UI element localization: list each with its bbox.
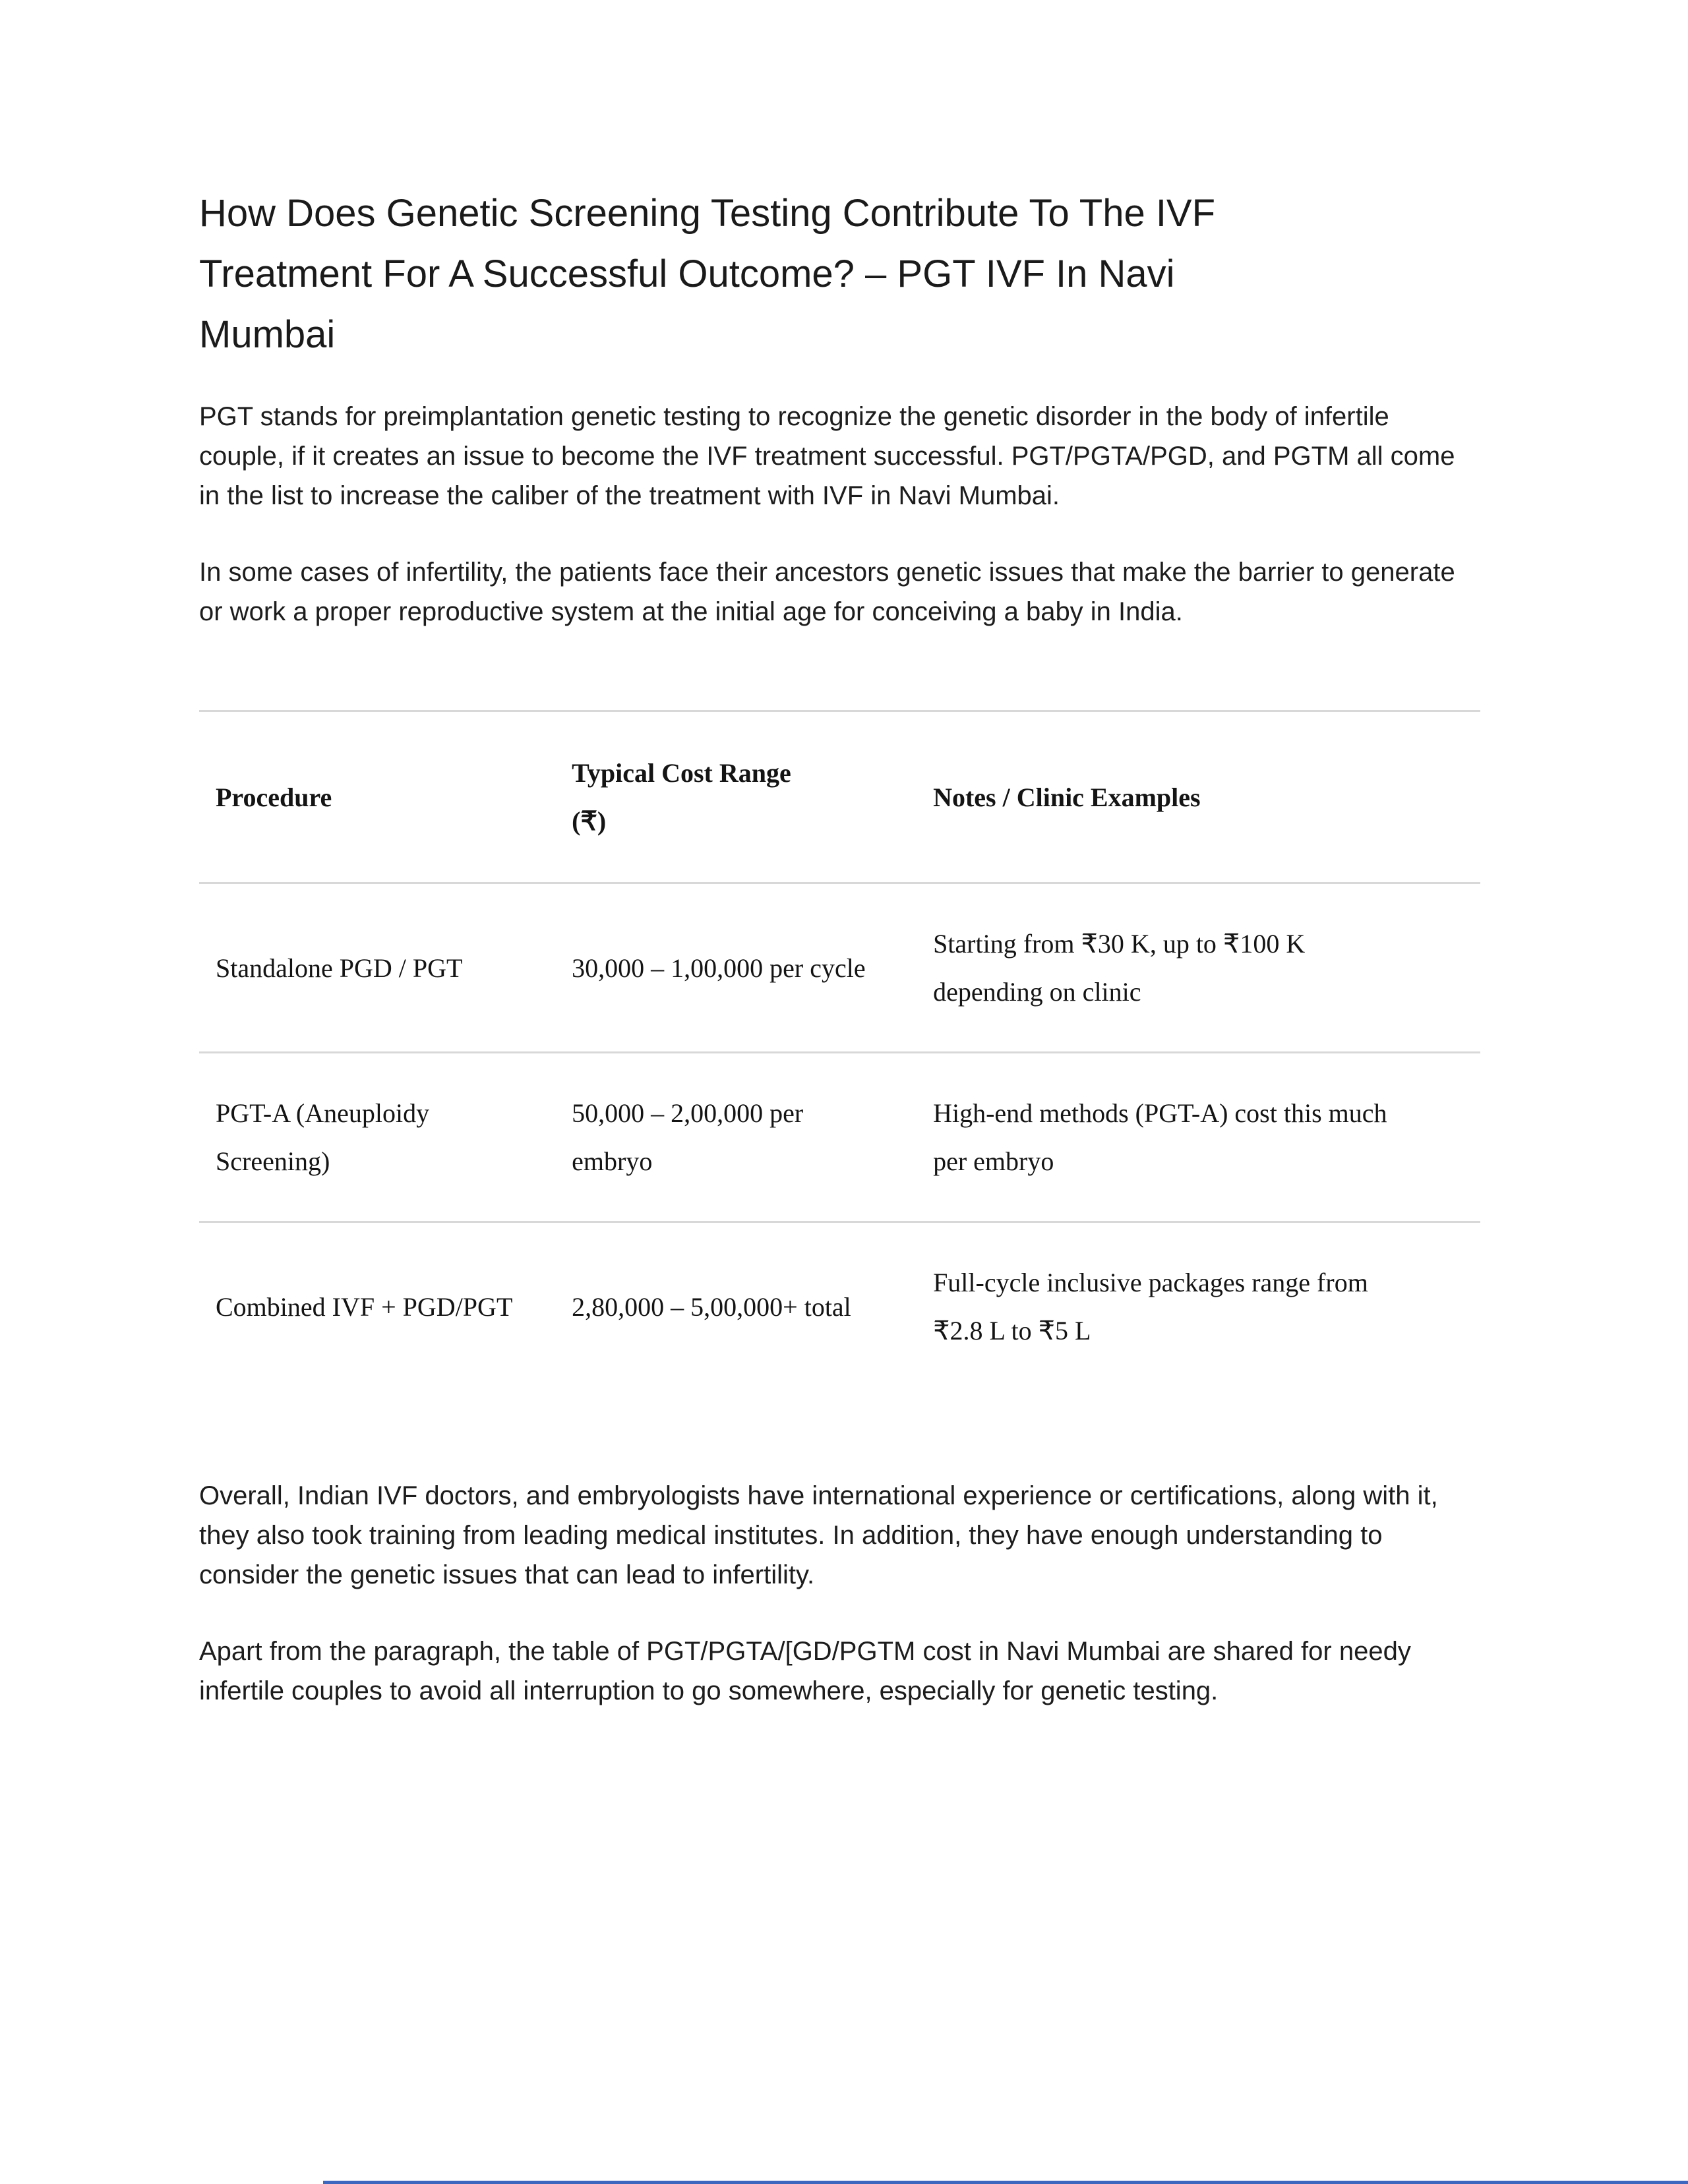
table-row: [199, 1222, 1480, 1391]
page-title: [199, 183, 1480, 365]
bottom-edge-line: [323, 2181, 1688, 2184]
paragraph-infertility-cases: In some cases of infertility, the patients face their ancestors genetic issues that make the barrier to generate or work a proper reproductive system at the initial age for conceiving a baby in India.: [199, 558, 1455, 626]
column-header-cost-range: [555, 711, 917, 883]
paragraph-cost-table-note: Apart from the paragraph, the table of PGT/PGTA/[GD/PGTM cost in Navi Mumbai are shared for needy infertile couples to avoid all interruption to go somewhere, especially for genetic testing.: [199, 1637, 1411, 1705]
cell-cost-range: 30,000 – 1,00,000 per cycle: [572, 953, 866, 983]
page-title-line-3: Mumbai: [199, 313, 336, 356]
paragraph-doctors-experience: Overall, Indian IVF doctors, and embryologists have international experience or certifications, along with it, they also took training from leading medical institutes. In addition, they have enough understanding to consider the genetic issues that can lead to infertility.: [199, 1481, 1438, 1589]
document-page: [199, 0, 1480, 1711]
table-header-row: [199, 711, 1480, 883]
column-header-notes-label: Notes / Clinic Examples: [933, 782, 1201, 812]
cell-notes: Starting from ₹30 K, up to ₹100 K depending on clinic: [933, 929, 1306, 1007]
cell-procedure: Combined IVF + PGD/PGT: [216, 1291, 513, 1322]
cell-notes: High-end methods (PGT-A) cost this much per embryo: [933, 1098, 1387, 1176]
column-header-cost-range-label: Typical Cost Range (₹): [572, 758, 791, 836]
pgt-cost-table: [199, 710, 1480, 1390]
page-title-line-2: Treatment For A Successful Outcome? – PGT IVF In Navi: [199, 252, 1175, 295]
table-row: [199, 883, 1480, 1053]
column-header-procedure-label: Procedure: [216, 782, 332, 812]
cell-notes: Full-cycle inclusive packages range from ₹2.8 L to ₹5 L: [933, 1268, 1368, 1345]
cell-procedure: Standalone PGD / PGT: [216, 953, 463, 983]
paragraph-pgt-intro: PGT stands for preimplantation genetic testing to recognize the genetic disorder in the body of infertile couple, if it creates an issue to become the IVF treatment successful. PGT/PGTA/PGD, and PGTM all come in the list to increase the caliber of the treatment with IVF in Navi Mumbai.: [199, 402, 1455, 510]
page-title-line-1: How Does Genetic Screening Testing Contribute To The IVF: [199, 192, 1216, 235]
cell-procedure: PGT-A (Aneuploidy Screening): [216, 1098, 430, 1176]
column-header-notes: [917, 711, 1480, 883]
cell-cost-range: 2,80,000 – 5,00,000+ total: [572, 1291, 851, 1322]
column-header-procedure: [199, 711, 555, 883]
cell-cost-range: 50,000 – 2,00,000 per embryo: [572, 1098, 804, 1176]
table-row: [199, 1053, 1480, 1222]
